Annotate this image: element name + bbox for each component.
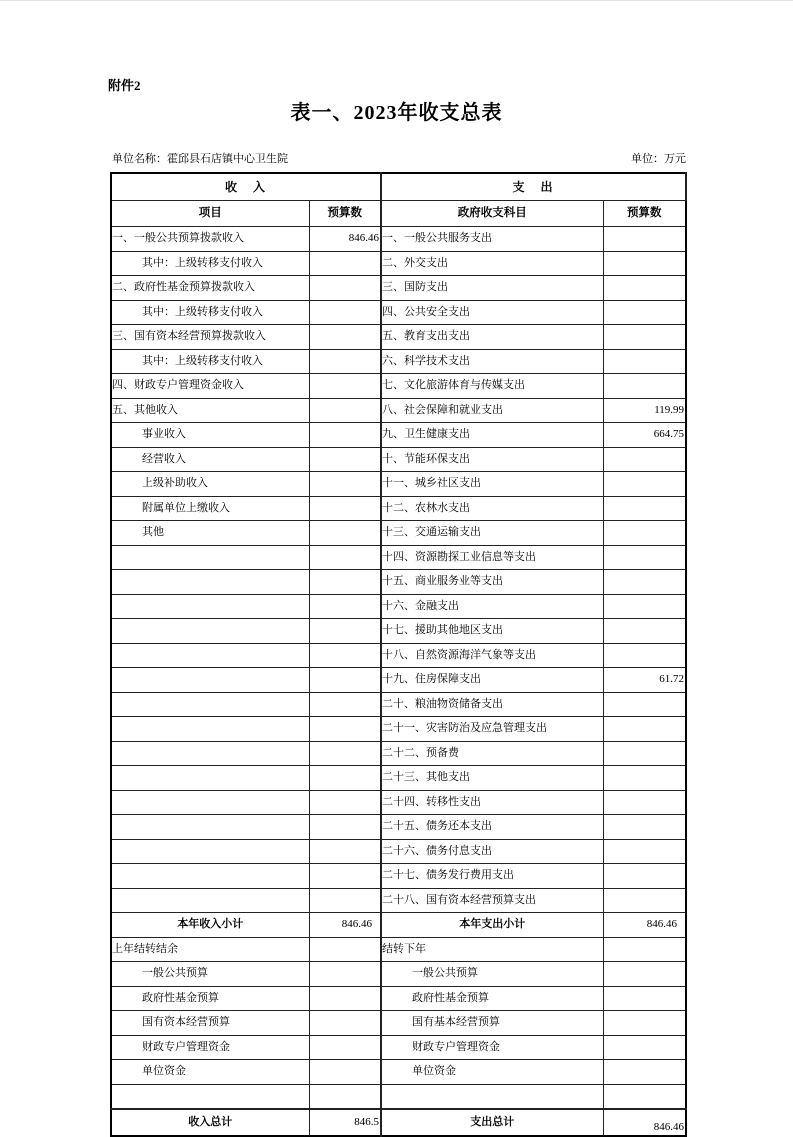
income-item-cell <box>111 1084 309 1109</box>
expense-item-cell: 二十一、灾害防治及应急管理支出 <box>381 717 603 742</box>
expense-budget-cell <box>603 594 686 619</box>
expense-budget-cell <box>603 1084 686 1109</box>
expense-budget-cell <box>603 619 686 644</box>
table-row <box>111 864 686 889</box>
income-item-cell <box>111 741 309 766</box>
table-row <box>111 839 686 864</box>
income-item-cell: 一、一般公共预算拨款收入 <box>111 227 309 252</box>
expense-budget-cell <box>603 300 686 325</box>
expense-item-cell: 十四、资源勘探工业信息等支出 <box>381 545 603 570</box>
expense-budget-cell <box>603 1060 686 1085</box>
income-budget-cell <box>309 643 381 668</box>
income-item-cell <box>111 864 309 889</box>
income-budget-cell <box>309 888 381 913</box>
income-item-cell: 国有资本经营预算 <box>111 1011 309 1036</box>
table-row <box>111 790 686 815</box>
income-budget-cell <box>309 300 381 325</box>
expense-budget-cell <box>603 717 686 742</box>
carryover-row <box>111 1060 686 1085</box>
income-item-cell <box>111 545 309 570</box>
income-subtotal-value: 846.46 <box>309 913 381 938</box>
expense-item-cell: 二十三、其他支出 <box>381 766 603 791</box>
expense-budget-cell <box>603 888 686 913</box>
budget-table <box>110 172 687 1137</box>
unit-info-row <box>112 150 686 166</box>
expense-budget-cell <box>603 937 686 962</box>
income-budget-cell <box>309 570 381 595</box>
expense-item-cell: 一般公共预算 <box>381 962 603 987</box>
income-budget-cell <box>309 472 381 497</box>
expense-item-cell: 十五、商业服务业等支出 <box>381 570 603 595</box>
expense-budget-cell <box>603 839 686 864</box>
table-row <box>111 545 686 570</box>
group-header-row <box>111 173 686 201</box>
table-row <box>111 521 686 546</box>
expense-budget-cell <box>603 766 686 791</box>
expense-budget-column-header: 预算数 <box>603 201 686 227</box>
expense-budget-cell <box>603 692 686 717</box>
income-item-cell: 二、政府性基金预算拨款收入 <box>111 276 309 301</box>
table-row <box>111 325 686 350</box>
expense-budget-cell <box>603 447 686 472</box>
expense-item-cell: 二、外交支出 <box>381 251 603 276</box>
table-row <box>111 619 686 644</box>
carryover-row <box>111 937 686 962</box>
income-item-cell <box>111 815 309 840</box>
expense-item-cell: 政府性基金预算 <box>381 986 603 1011</box>
expense-subtotal-value: 846.46 <box>603 913 686 938</box>
income-item-cell: 三、国有资本经营预算拨款收入 <box>111 325 309 350</box>
expense-budget-cell <box>603 864 686 889</box>
income-item-cell: 一般公共预算 <box>111 962 309 987</box>
expense-budget-cell <box>603 790 686 815</box>
table-row <box>111 276 686 301</box>
expense-item-cell: 九、卫生健康支出 <box>381 423 603 448</box>
income-budget-cell <box>309 864 381 889</box>
income-item-cell <box>111 668 309 693</box>
income-budget-cell <box>309 1084 381 1109</box>
expense-budget-cell: 119.99 <box>603 398 686 423</box>
expense-budget-cell <box>603 986 686 1011</box>
income-budget-cell: 846.46 <box>309 227 381 252</box>
table-row <box>111 668 686 693</box>
income-item-cell <box>111 839 309 864</box>
table-row <box>111 374 686 399</box>
income-budget-cell <box>309 1035 381 1060</box>
expense-item-cell: 二十八、国有资本经营预算支出 <box>381 888 603 913</box>
income-item-cell: 附属单位上缴收入 <box>111 496 309 521</box>
expense-budget-cell <box>603 643 686 668</box>
subtotal-row <box>111 913 686 938</box>
income-budget-cell <box>309 962 381 987</box>
income-budget-cell <box>309 619 381 644</box>
expense-item-cell: 财政专户管理资金 <box>381 1035 603 1060</box>
income-group-header: 收 入 <box>111 173 381 201</box>
income-budget-cell <box>309 790 381 815</box>
expense-budget-cell <box>603 496 686 521</box>
expense-item-cell: 十一、城乡社区支出 <box>381 472 603 497</box>
income-budget-cell <box>309 545 381 570</box>
expense-item-cell: 二十、粮油物资储备支出 <box>381 692 603 717</box>
expense-item-cell: 十六、金融支出 <box>381 594 603 619</box>
table-row <box>111 398 686 423</box>
expense-item-cell: 十九、住房保障支出 <box>381 668 603 693</box>
carryover-row <box>111 962 686 987</box>
income-item-cell <box>111 766 309 791</box>
expense-total-value-text: 846.46 <box>653 1121 685 1133</box>
table-row <box>111 447 686 472</box>
income-item-cell <box>111 643 309 668</box>
expense-item-cell: 四、公共安全支出 <box>381 300 603 325</box>
carryover-row <box>111 1035 686 1060</box>
income-budget-cell <box>309 692 381 717</box>
expense-item-cell: 三、国防支出 <box>381 276 603 301</box>
table-row <box>111 251 686 276</box>
income-total-value: 846.5 <box>309 1109 381 1136</box>
income-budget-cell <box>309 741 381 766</box>
income-total-label: 收入总计 <box>111 1109 309 1136</box>
unit-name-label: 单位名称：霍邱县石店镇中心卫生院 <box>112 153 288 165</box>
table-row <box>111 472 686 497</box>
expense-budget-cell: 61.72 <box>603 668 686 693</box>
expense-item-cell: 六、科学技术支出 <box>381 349 603 374</box>
expense-total-value <box>603 1109 686 1136</box>
carryover-row <box>111 1011 686 1036</box>
column-header-row <box>111 201 686 227</box>
expense-group-header: 支 出 <box>381 173 686 201</box>
income-budget-cell <box>309 839 381 864</box>
income-item-cell: 单位资金 <box>111 1060 309 1085</box>
expense-item-cell: 单位资金 <box>381 1060 603 1085</box>
expense-item-cell: 国有基本经营预算 <box>381 1011 603 1036</box>
expense-item-cell: 五、教育支出支出 <box>381 325 603 350</box>
income-budget-cell <box>309 276 381 301</box>
expense-item-cell: 二十二、预备费 <box>381 741 603 766</box>
expense-item-cell: 八、社会保障和就业支出 <box>381 398 603 423</box>
table-row <box>111 815 686 840</box>
table-row <box>111 423 686 448</box>
income-budget-cell <box>309 766 381 791</box>
expense-budget-cell <box>603 374 686 399</box>
expense-budget-cell: 664.75 <box>603 423 686 448</box>
expense-budget-cell <box>603 815 686 840</box>
expense-budget-cell <box>603 251 686 276</box>
income-item-cell: 其中：上级转移支付收入 <box>111 349 309 374</box>
income-budget-cell <box>309 937 381 962</box>
table-row <box>111 692 686 717</box>
expense-item-cell: 十七、援助其他地区支出 <box>381 619 603 644</box>
expense-subtotal-label: 本年支出小计 <box>381 913 603 938</box>
income-budget-cell <box>309 668 381 693</box>
expense-budget-cell <box>603 570 686 595</box>
expense-item-cell: 七、文化旅游体育与传媒支出 <box>381 374 603 399</box>
expense-item-cell: 十八、自然资源海洋气象等支出 <box>381 643 603 668</box>
table-row <box>111 741 686 766</box>
income-item-cell: 其他 <box>111 521 309 546</box>
income-item-cell <box>111 619 309 644</box>
income-item-cell: 五、其他收入 <box>111 398 309 423</box>
income-budget-cell <box>309 1060 381 1085</box>
expense-budget-cell <box>603 521 686 546</box>
expense-item-cell <box>381 1084 603 1109</box>
table-row <box>111 766 686 791</box>
income-budget-cell <box>309 815 381 840</box>
table-row <box>111 570 686 595</box>
income-item-cell: 其中：上级转移支付收入 <box>111 251 309 276</box>
income-item-cell: 政府性基金预算 <box>111 986 309 1011</box>
table-body <box>111 227 686 1137</box>
expense-item-cell: 二十六、债务付息支出 <box>381 839 603 864</box>
expense-item-cell: 一、一般公共服务支出 <box>381 227 603 252</box>
table-row <box>111 594 686 619</box>
total-row <box>111 1109 686 1136</box>
income-budget-cell <box>309 374 381 399</box>
income-item-cell: 经营收入 <box>111 447 309 472</box>
income-budget-cell <box>309 986 381 1011</box>
expense-budget-cell <box>603 1011 686 1036</box>
income-item-cell: 上级补助收入 <box>111 472 309 497</box>
carryover-row <box>111 1084 686 1109</box>
expense-item-cell: 十三、交通运输支出 <box>381 521 603 546</box>
income-budget-cell <box>309 496 381 521</box>
expense-item-column-header: 政府收支科目 <box>381 201 603 227</box>
income-budget-cell <box>309 349 381 374</box>
expense-item-cell: 结转下年 <box>381 937 603 962</box>
income-budget-cell <box>309 398 381 423</box>
expense-budget-cell <box>603 962 686 987</box>
income-item-cell: 其中：上级转移支付收入 <box>111 300 309 325</box>
table-row <box>111 888 686 913</box>
attachment-label: 附件2 <box>108 78 141 93</box>
income-item-cell: 财政专户管理资金 <box>111 1035 309 1060</box>
income-item-cell: 四、财政专户管理资金收入 <box>111 374 309 399</box>
unit-label: 单位：万元 <box>631 153 686 165</box>
expense-budget-cell <box>603 227 686 252</box>
expense-budget-cell <box>603 1035 686 1060</box>
table-row <box>111 643 686 668</box>
income-budget-cell <box>309 251 381 276</box>
expense-budget-cell <box>603 545 686 570</box>
income-item-column-header: 项目 <box>111 201 309 227</box>
expense-item-cell: 二十四、转移性支出 <box>381 790 603 815</box>
expense-budget-cell <box>603 741 686 766</box>
table-row <box>111 496 686 521</box>
page-title: 表一、2023年收支总表 <box>290 102 503 124</box>
expense-budget-cell <box>603 276 686 301</box>
income-budget-column-header: 预算数 <box>309 201 381 227</box>
income-item-cell: 事业收入 <box>111 423 309 448</box>
income-item-cell <box>111 790 309 815</box>
table-row <box>111 349 686 374</box>
expense-budget-cell <box>603 349 686 374</box>
income-item-cell: 上年结转结余 <box>111 937 309 962</box>
expense-item-cell: 二十五、债务还本支出 <box>381 815 603 840</box>
income-budget-cell <box>309 521 381 546</box>
income-subtotal-label: 本年收入小计 <box>111 913 309 938</box>
table-row <box>111 300 686 325</box>
income-budget-cell <box>309 447 381 472</box>
income-item-cell <box>111 717 309 742</box>
income-item-cell <box>111 570 309 595</box>
income-budget-cell <box>309 717 381 742</box>
income-item-cell <box>111 692 309 717</box>
expense-total-label: 支出总计 <box>381 1109 603 1136</box>
income-budget-cell <box>309 423 381 448</box>
expense-budget-cell <box>603 472 686 497</box>
income-item-cell <box>111 594 309 619</box>
income-budget-cell <box>309 325 381 350</box>
expense-budget-cell <box>603 325 686 350</box>
income-item-cell <box>111 888 309 913</box>
table-row <box>111 717 686 742</box>
table-row <box>111 227 686 252</box>
expense-item-cell: 十、节能环保支出 <box>381 447 603 472</box>
income-budget-cell <box>309 1011 381 1036</box>
expense-item-cell: 十二、农林水支出 <box>381 496 603 521</box>
carryover-row <box>111 986 686 1011</box>
expense-item-cell: 二十七、债务发行费用支出 <box>381 864 603 889</box>
income-budget-cell <box>309 594 381 619</box>
